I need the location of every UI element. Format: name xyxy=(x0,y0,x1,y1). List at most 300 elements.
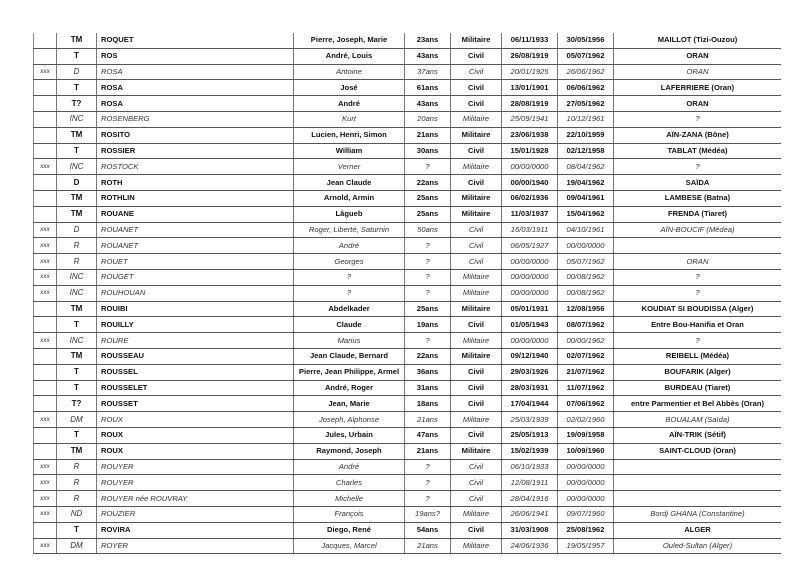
surname-cell: ROTHLIN xyxy=(97,190,294,206)
birth-date-cell: 23/06/1938 xyxy=(502,127,558,143)
code-cell: D xyxy=(57,175,97,191)
age-cell: 21ans xyxy=(405,412,451,428)
status-cell: Militaire xyxy=(451,285,502,301)
birth-date-cell: 11/03/1937 xyxy=(502,206,558,222)
surname-cell: ROUX xyxy=(97,427,294,443)
place-cell: Entre Bou-Hanifia et Oran xyxy=(614,317,782,333)
status-cell: Civil xyxy=(451,96,502,112)
age-cell: 50ans xyxy=(405,222,451,238)
surname-cell: ROSTOCK xyxy=(97,159,294,175)
place-cell: LAFERRIERE (Oran) xyxy=(614,80,782,96)
birth-date-cell: 24/06/1936 xyxy=(502,538,558,554)
register-body xyxy=(34,33,782,554)
age-cell: 31ans xyxy=(405,380,451,396)
table-row xyxy=(34,506,782,522)
age-cell: 30ans xyxy=(405,143,451,159)
place-cell: SAÏDA xyxy=(614,175,782,191)
firstnames-cell: André, Louis xyxy=(294,48,405,64)
age-cell: 61ans xyxy=(405,80,451,96)
place-cell: BOUFARIK (Alger) xyxy=(614,364,782,380)
death-date-cell: 21/07/1962 xyxy=(558,364,614,380)
table-row xyxy=(34,206,782,222)
firstnames-cell: André xyxy=(294,96,405,112)
status-cell: Civil xyxy=(451,522,502,538)
age-cell: 25ans xyxy=(405,206,451,222)
mark-cell xyxy=(34,80,57,96)
death-date-cell: 06/06/1962 xyxy=(558,80,614,96)
death-date-cell: 02/12/1958 xyxy=(558,143,614,159)
place-cell: REIBELL (Médéa) xyxy=(614,348,782,364)
firstnames-cell: Marius xyxy=(294,333,405,349)
status-cell: Militaire xyxy=(451,333,502,349)
birth-date-cell: 00/00/1940 xyxy=(502,175,558,191)
status-cell: Militaire xyxy=(451,301,502,317)
code-cell: T xyxy=(57,364,97,380)
code-cell: TM xyxy=(57,348,97,364)
place-cell: entre Parmentier et Bel Abbès (Oran) xyxy=(614,396,782,412)
table-row xyxy=(34,396,782,412)
place-cell: ORAN xyxy=(614,254,782,270)
surname-cell: ROUSSET xyxy=(97,396,294,412)
status-cell: Militaire xyxy=(451,506,502,522)
age-cell: 20ans xyxy=(405,111,451,127)
table-row xyxy=(34,80,782,96)
place-cell: ALGER xyxy=(614,522,782,538)
firstnames-cell: Verner xyxy=(294,159,405,175)
status-cell: Militaire xyxy=(451,206,502,222)
firstnames-cell: Charles xyxy=(294,475,405,491)
age-cell: 47ans xyxy=(405,427,451,443)
age-cell: 36ans xyxy=(405,364,451,380)
code-cell: R xyxy=(57,491,97,507)
table-row xyxy=(34,222,782,238)
age-cell: 43ans xyxy=(405,96,451,112)
death-date-cell: 02/07/1962 xyxy=(558,348,614,364)
birth-date-cell: 06/10/1933 xyxy=(502,459,558,475)
death-date-cell: 09/07/1960 xyxy=(558,506,614,522)
age-cell: ? xyxy=(405,475,451,491)
code-cell: R xyxy=(57,459,97,475)
place-cell xyxy=(614,238,782,254)
status-cell: Militaire xyxy=(451,412,502,428)
age-cell: 54ans xyxy=(405,522,451,538)
code-cell: INC xyxy=(57,333,97,349)
table-row xyxy=(34,412,782,428)
code-cell: T xyxy=(57,317,97,333)
birth-date-cell: 25/03/1939 xyxy=(502,412,558,428)
death-date-cell: 19/05/1957 xyxy=(558,538,614,554)
status-cell: Civil xyxy=(451,317,502,333)
death-date-cell: 00/00/1962 xyxy=(558,333,614,349)
death-date-cell: 00/00/0000 xyxy=(558,475,614,491)
age-cell: ? xyxy=(405,269,451,285)
mark-cell: xxx xyxy=(34,459,57,475)
code-cell: D xyxy=(57,64,97,80)
surname-cell: ROUGET xyxy=(97,269,294,285)
surname-cell: ROSITO xyxy=(97,127,294,143)
table-row xyxy=(34,427,782,443)
birth-date-cell: 25/09/1941 xyxy=(502,111,558,127)
status-cell: Militaire xyxy=(451,33,502,48)
mark-cell xyxy=(34,111,57,127)
mark-cell: xxx xyxy=(34,412,57,428)
status-cell: Militaire xyxy=(451,269,502,285)
death-date-cell: 00/08/1962 xyxy=(558,269,614,285)
status-cell: Civil xyxy=(451,48,502,64)
code-cell: TM xyxy=(57,33,97,48)
birth-date-cell: 26/08/1919 xyxy=(502,48,558,64)
place-cell: Bordj GHANA (Constantine) xyxy=(614,506,782,522)
mark-cell: xxx xyxy=(34,475,57,491)
birth-date-cell: 06/05/1927 xyxy=(502,238,558,254)
mark-cell xyxy=(34,348,57,364)
table-row xyxy=(34,111,782,127)
age-cell: 22ans xyxy=(405,348,451,364)
table-row xyxy=(34,159,782,175)
surname-cell: ROUANE xyxy=(97,206,294,222)
death-date-cell: 00/00/0000 xyxy=(558,459,614,475)
code-cell: ND xyxy=(57,506,97,522)
code-cell: DM xyxy=(57,538,97,554)
firstnames-cell: Kurt xyxy=(294,111,405,127)
surname-cell: ROUHOUAN xyxy=(97,285,294,301)
table-row xyxy=(34,269,782,285)
death-date-cell: 10/12/1961 xyxy=(558,111,614,127)
code-cell: TM xyxy=(57,301,97,317)
mark-cell: xxx xyxy=(34,491,57,507)
firstnames-cell: Claude xyxy=(294,317,405,333)
death-date-cell: 05/07/1962 xyxy=(558,254,614,270)
firstnames-cell: Jean Claude, Bernard xyxy=(294,348,405,364)
surname-cell: ROUSSELET xyxy=(97,380,294,396)
firstnames-cell: Georges xyxy=(294,254,405,270)
place-cell: AÏN-BOUCIF (Médéa) xyxy=(614,222,782,238)
death-date-cell: 08/04/1962 xyxy=(558,159,614,175)
death-date-cell: 19/04/1962 xyxy=(558,175,614,191)
surname-cell: ROUZIER xyxy=(97,506,294,522)
firstnames-cell: André xyxy=(294,238,405,254)
status-cell: Militaire xyxy=(451,443,502,459)
status-cell: Civil xyxy=(451,175,502,191)
code-cell: D xyxy=(57,222,97,238)
place-cell: Ouled-Sultan (Alger) xyxy=(614,538,782,554)
place-cell: ORAN xyxy=(614,96,782,112)
status-cell: Militaire xyxy=(451,538,502,554)
code-cell: T xyxy=(57,80,97,96)
surname-cell: ROUIBI xyxy=(97,301,294,317)
table-row xyxy=(34,475,782,491)
place-cell: BURDEAU (Tiaret) xyxy=(614,380,782,396)
surname-cell: ROSSIER xyxy=(97,143,294,159)
death-date-cell: 00/08/1962 xyxy=(558,285,614,301)
surname-cell: ROUX xyxy=(97,443,294,459)
place-cell: MAILLOT (Tizi-Ouzou) xyxy=(614,33,782,48)
mark-cell: xxx xyxy=(34,222,57,238)
table-row xyxy=(34,348,782,364)
death-date-cell: 19/09/1958 xyxy=(558,427,614,443)
age-cell: 21ans xyxy=(405,443,451,459)
mark-cell xyxy=(34,33,57,48)
firstnames-cell: Jean Claude xyxy=(294,175,405,191)
age-cell: ? xyxy=(405,459,451,475)
code-cell: R xyxy=(57,254,97,270)
death-date-cell: 04/10/1961 xyxy=(558,222,614,238)
firstnames-cell: André xyxy=(294,459,405,475)
code-cell: R xyxy=(57,475,97,491)
place-cell: SAINT-CLOUD (Oran) xyxy=(614,443,782,459)
table-row xyxy=(34,491,782,507)
birth-date-cell: 06/02/1936 xyxy=(502,190,558,206)
age-cell: ? xyxy=(405,159,451,175)
table-row xyxy=(34,143,782,159)
death-date-cell: 05/07/1962 xyxy=(558,48,614,64)
age-cell: 22ans xyxy=(405,175,451,191)
birth-date-cell: 16/03/1911 xyxy=(502,222,558,238)
place-cell: ORAN xyxy=(614,64,782,80)
death-date-cell: 27/05/1962 xyxy=(558,96,614,112)
surname-cell: ROSA xyxy=(97,64,294,80)
code-cell: T? xyxy=(57,396,97,412)
status-cell: Civil xyxy=(451,64,502,80)
death-date-cell: 15/04/1962 xyxy=(558,206,614,222)
birth-date-cell: 28/04/1916 xyxy=(502,491,558,507)
table-row xyxy=(34,254,782,270)
code-cell: INC xyxy=(57,285,97,301)
birth-date-cell: 28/03/1931 xyxy=(502,380,558,396)
surname-cell: ROSA xyxy=(97,80,294,96)
death-date-cell: 26/06/1962 xyxy=(558,64,614,80)
death-date-cell: 10/09/1960 xyxy=(558,443,614,459)
firstnames-cell: Arnold, Armin xyxy=(294,190,405,206)
firstnames-cell: ? xyxy=(294,285,405,301)
birth-date-cell: 25/05/1913 xyxy=(502,427,558,443)
age-cell: ? xyxy=(405,238,451,254)
code-cell: T xyxy=(57,522,97,538)
mark-cell xyxy=(34,364,57,380)
mark-cell xyxy=(34,396,57,412)
place-cell: ? xyxy=(614,269,782,285)
surname-cell: ROSENBERG xyxy=(97,111,294,127)
table-row xyxy=(34,285,782,301)
surname-cell: ROTH xyxy=(97,175,294,191)
birth-date-cell: 00/00/0000 xyxy=(502,159,558,175)
surname-cell: ROSA xyxy=(97,96,294,112)
surname-cell: ROUYER xyxy=(97,475,294,491)
death-date-cell: 07/06/1962 xyxy=(558,396,614,412)
birth-date-cell: 15/02/1939 xyxy=(502,443,558,459)
age-cell: 18ans xyxy=(405,396,451,412)
place-cell xyxy=(614,491,782,507)
surname-cell: ROUSSEL xyxy=(97,364,294,380)
mark-cell: xxx xyxy=(34,254,57,270)
age-cell: 43ans xyxy=(405,48,451,64)
table-row xyxy=(34,364,782,380)
mark-cell xyxy=(34,206,57,222)
surname-cell: ROUET xyxy=(97,254,294,270)
table-row xyxy=(34,443,782,459)
place-cell: BOUALAM (Saïda) xyxy=(614,412,782,428)
firstnames-cell: Abdelkader xyxy=(294,301,405,317)
code-cell: TM xyxy=(57,443,97,459)
place-cell: ? xyxy=(614,333,782,349)
code-cell: DM xyxy=(57,412,97,428)
mark-cell: xxx xyxy=(34,285,57,301)
mark-cell: xxx xyxy=(34,333,57,349)
table-row xyxy=(34,190,782,206)
mark-cell xyxy=(34,48,57,64)
table-row xyxy=(34,459,782,475)
firstnames-cell: Michelle xyxy=(294,491,405,507)
firstnames-cell: José xyxy=(294,80,405,96)
surname-cell: ROUSSEAU xyxy=(97,348,294,364)
mark-cell: xxx xyxy=(34,238,57,254)
code-cell: TM xyxy=(57,206,97,222)
death-date-cell: 30/05/1956 xyxy=(558,33,614,48)
status-cell: Civil xyxy=(451,143,502,159)
status-cell: Civil xyxy=(451,396,502,412)
place-cell: ? xyxy=(614,159,782,175)
status-cell: Civil xyxy=(451,238,502,254)
code-cell: T xyxy=(57,143,97,159)
death-date-cell: 11/07/1962 xyxy=(558,380,614,396)
code-cell: TM xyxy=(57,127,97,143)
table-row xyxy=(34,64,782,80)
place-cell: ? xyxy=(614,111,782,127)
mark-cell xyxy=(34,96,57,112)
firstnames-cell: Diego, René xyxy=(294,522,405,538)
status-cell: Civil xyxy=(451,254,502,270)
place-cell: KOUDIAT SI BOUDISSA (Alger) xyxy=(614,301,782,317)
status-cell: Civil xyxy=(451,364,502,380)
mark-cell xyxy=(34,301,57,317)
firstnames-cell: André, Roger xyxy=(294,380,405,396)
surname-cell: ROVIRA xyxy=(97,522,294,538)
birth-date-cell: 01/05/1943 xyxy=(502,317,558,333)
status-cell: Militaire xyxy=(451,190,502,206)
birth-date-cell: 31/03/1908 xyxy=(502,522,558,538)
firstnames-cell: Lâgueb xyxy=(294,206,405,222)
mark-cell xyxy=(34,522,57,538)
table-row xyxy=(34,522,782,538)
age-cell: 19ans? xyxy=(405,506,451,522)
birth-date-cell: 29/03/1926 xyxy=(502,364,558,380)
surname-cell: ROUYER née ROUVRAY xyxy=(97,491,294,507)
code-cell: R xyxy=(57,238,97,254)
surname-cell: ROQUET xyxy=(97,33,294,48)
firstnames-cell: Jules, Urbain xyxy=(294,427,405,443)
firstnames-cell: Jacques, Marcel xyxy=(294,538,405,554)
mark-cell xyxy=(34,143,57,159)
age-cell: ? xyxy=(405,285,451,301)
surname-cell: ROUYER xyxy=(97,459,294,475)
table-row xyxy=(34,96,782,112)
register-table xyxy=(33,33,781,554)
table-row xyxy=(34,333,782,349)
birth-date-cell: 09/12/1940 xyxy=(502,348,558,364)
status-cell: Civil xyxy=(451,427,502,443)
table-row xyxy=(34,48,782,64)
birth-date-cell: 15/01/1928 xyxy=(502,143,558,159)
place-cell: TABLAT (Médéa) xyxy=(614,143,782,159)
birth-date-cell: 00/00/0000 xyxy=(502,285,558,301)
mark-cell xyxy=(34,190,57,206)
mark-cell xyxy=(34,317,57,333)
firstnames-cell: Pierre, Joseph, Marie xyxy=(294,33,405,48)
status-cell: Civil xyxy=(451,222,502,238)
place-cell xyxy=(614,475,782,491)
firstnames-cell: Raymond, Joseph xyxy=(294,443,405,459)
mark-cell: xxx xyxy=(34,159,57,175)
birth-date-cell: 12/08/1911 xyxy=(502,475,558,491)
place-cell: ORAN xyxy=(614,48,782,64)
age-cell: 25ans xyxy=(405,301,451,317)
code-cell: T xyxy=(57,427,97,443)
place-cell: FRENDA (Tiaret) xyxy=(614,206,782,222)
surname-cell: ROUILLY xyxy=(97,317,294,333)
mark-cell xyxy=(34,127,57,143)
place-cell: AÏN-TRIK (Sétif) xyxy=(614,427,782,443)
surname-cell: ROUANET xyxy=(97,238,294,254)
status-cell: Militaire xyxy=(451,348,502,364)
firstnames-cell: Roger, Liberté, Saturnin xyxy=(294,222,405,238)
birth-date-cell: 00/00/0000 xyxy=(502,254,558,270)
code-cell: INC xyxy=(57,159,97,175)
surname-cell: ROS xyxy=(97,48,294,64)
status-cell: Civil xyxy=(451,475,502,491)
death-date-cell: 25/08/1962 xyxy=(558,522,614,538)
status-cell: Civil xyxy=(451,491,502,507)
death-date-cell: 00/00/0000 xyxy=(558,238,614,254)
firstnames-cell: ? xyxy=(294,269,405,285)
firstnames-cell: William xyxy=(294,143,405,159)
table-row xyxy=(34,238,782,254)
code-cell: T xyxy=(57,48,97,64)
age-cell: 21ans xyxy=(405,127,451,143)
status-cell: Civil xyxy=(451,80,502,96)
code-cell: TM xyxy=(57,190,97,206)
death-date-cell: 08/07/1962 xyxy=(558,317,614,333)
mark-cell: xxx xyxy=(34,269,57,285)
birth-date-cell: 06/11/1933 xyxy=(502,33,558,48)
age-cell: 19ans xyxy=(405,317,451,333)
table-row xyxy=(34,127,782,143)
firstnames-cell: Lucien, Henri, Simon xyxy=(294,127,405,143)
mark-cell: xxx xyxy=(34,64,57,80)
status-cell: Militaire xyxy=(451,159,502,175)
code-cell: T? xyxy=(57,96,97,112)
death-date-cell: 22/10/1959 xyxy=(558,127,614,143)
firstnames-cell: Pierre, Jean Philippe, Armel xyxy=(294,364,405,380)
status-cell: Militaire xyxy=(451,111,502,127)
birth-date-cell: 20/01/1925 xyxy=(502,64,558,80)
place-cell: LAMBESE (Batna) xyxy=(614,190,782,206)
mark-cell xyxy=(34,427,57,443)
surname-cell: ROYER xyxy=(97,538,294,554)
table-row xyxy=(34,317,782,333)
surname-cell: ROUX xyxy=(97,412,294,428)
status-cell: Civil xyxy=(451,380,502,396)
firstnames-cell: Antoine xyxy=(294,64,405,80)
code-cell: INC xyxy=(57,269,97,285)
mark-cell xyxy=(34,443,57,459)
surname-cell: ROUANET xyxy=(97,222,294,238)
age-cell: 23ans xyxy=(405,33,451,48)
firstnames-cell: Jean, Marie xyxy=(294,396,405,412)
place-cell xyxy=(614,459,782,475)
age-cell: 25ans xyxy=(405,190,451,206)
death-date-cell: 09/04/1961 xyxy=(558,190,614,206)
code-cell: T xyxy=(57,380,97,396)
